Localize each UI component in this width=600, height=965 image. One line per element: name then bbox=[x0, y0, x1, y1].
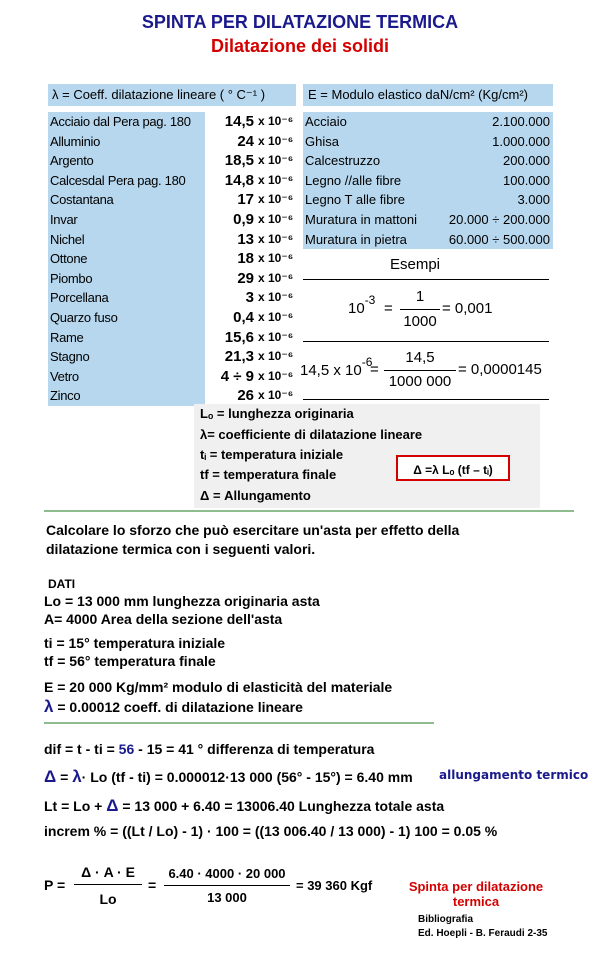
modulus-table-row bbox=[303, 112, 553, 132]
expansion-table-row bbox=[48, 269, 296, 289]
examples-top-rule bbox=[303, 279, 549, 280]
modulus-table-row bbox=[303, 230, 553, 250]
force-numerator-values: 6.40 · 4000 · 20 000 bbox=[168, 866, 286, 881]
coefficient-value: 21,3 bbox=[205, 347, 258, 367]
modulus-value: 1.000.000 bbox=[492, 133, 550, 149]
modulus-value: 60.000 ÷ 500.000 bbox=[448, 231, 550, 247]
coefficient-value: 18 bbox=[205, 249, 258, 269]
modulus-value: 3.000 bbox=[517, 192, 550, 208]
force-result: = 39 360 Kgf bbox=[296, 878, 373, 893]
modulus-value: 2.100.000 bbox=[492, 114, 550, 129]
modulus-table-row bbox=[303, 210, 553, 230]
coefficient-value: 14,8 bbox=[205, 171, 258, 191]
expansion-table-row bbox=[48, 347, 296, 367]
expansion-table-row bbox=[48, 328, 296, 348]
coefficient-multiplier: x 10⁻⁶ bbox=[258, 251, 294, 266]
expansion-table-row bbox=[48, 230, 296, 250]
modulus-table-row bbox=[303, 171, 553, 191]
symbol-legend bbox=[194, 404, 540, 508]
legend-final-temp: tf = temperatura finale bbox=[200, 467, 337, 482]
example1-equals: = bbox=[384, 300, 393, 317]
material-name: Muratura in pietra bbox=[305, 231, 407, 247]
example1-fraction-bar bbox=[400, 309, 440, 310]
modulus-value: 100.000 bbox=[503, 172, 550, 188]
material-name: Argento bbox=[48, 151, 205, 171]
coefficient-value: 4 ÷ 9 bbox=[205, 367, 258, 387]
examples-bottom-rule bbox=[303, 399, 549, 400]
coefficient-multiplier: x 10⁻⁶ bbox=[258, 133, 294, 148]
coefficient-multiplier: x 10⁻⁶ bbox=[258, 347, 296, 367]
material-name: Acciaio dal Pera pag. 180 bbox=[48, 112, 205, 132]
elastic-modulus-table bbox=[303, 84, 553, 249]
force-note: Spinta per dilatazione termica bbox=[408, 879, 544, 909]
expansion-table-row bbox=[48, 308, 296, 328]
data-modulus: E = 20 000 Kg/mm² modulo di elasticità del materiale bbox=[44, 679, 393, 695]
coefficient-multiplier: x 10⁻⁶ bbox=[258, 230, 296, 250]
material-name: Costantana bbox=[48, 190, 205, 210]
material-name: Muratura in mattoni bbox=[305, 211, 417, 227]
example2-denominator: 1000 000 bbox=[388, 373, 452, 390]
material-name: Legno T alle fibre bbox=[305, 192, 405, 208]
modulus-value: 200.000 bbox=[503, 153, 550, 169]
example2-numerator: 14,5 bbox=[405, 349, 435, 366]
material-name: Calcesdal Pera pag. 180 bbox=[48, 171, 205, 191]
coefficient-multiplier: x 10⁻⁶ bbox=[258, 151, 296, 171]
bibliography-title: Bibliografia bbox=[418, 914, 474, 925]
material-name: Piombo bbox=[48, 269, 205, 289]
example1-base: $10^{-3}$ bbox=[348, 293, 376, 317]
material-name: Calcestruzzo bbox=[305, 153, 381, 169]
elongation-note: allungamento termico bbox=[439, 768, 589, 782]
examples-title: Esempi bbox=[390, 256, 441, 273]
modulus-table-row bbox=[303, 132, 553, 152]
data-title: DATI bbox=[48, 577, 76, 591]
coefficient-value: 24 bbox=[205, 132, 258, 152]
force-fraction-bar-1 bbox=[74, 884, 142, 885]
legend-original-length: Lₒ = lunghezza originaria bbox=[200, 406, 354, 421]
material-name: Alluminio bbox=[48, 132, 205, 152]
coefficient-multiplier: x 10⁻⁶ bbox=[258, 112, 296, 132]
example1-numerator: 1 bbox=[415, 288, 425, 305]
material-name: Stagno bbox=[48, 347, 205, 367]
example2-result: = 0,0000145 bbox=[458, 361, 542, 378]
modulus-table-row bbox=[303, 190, 553, 210]
coefficient-multiplier: x 10⁻⁶ bbox=[258, 386, 296, 406]
expansion-table-row bbox=[48, 249, 296, 269]
material-name: Vetro bbox=[48, 367, 205, 387]
percentage-increase: increm % = ((Lt / Lo) - 1) · 100 = ((13 006.40 / 13 000) - 1) 100 = 0.05 % bbox=[44, 823, 498, 839]
page-subtitle: Dilatazione dei solidi bbox=[210, 36, 390, 56]
example2-equals: = bbox=[370, 361, 379, 378]
coefficient-value: 18,5 bbox=[205, 151, 258, 171]
material-name: Invar bbox=[48, 210, 205, 230]
example2-lhs: 14,5 x $10^{-6}$ bbox=[300, 355, 373, 379]
force-denominator-symbolic: Lo bbox=[99, 891, 117, 907]
expansion-table-row bbox=[48, 288, 296, 308]
elongation-calculation: Δ = λ· Lo (tf - ti) = 0.000012·13 000 (56° - 15°) = 6.40 mm bbox=[44, 767, 413, 786]
material-name: Zinco bbox=[48, 386, 205, 406]
data-final-temp: tf = 56° temperatura finale bbox=[44, 653, 216, 669]
legend-initial-temp: tᵢ = temperatura iniziale bbox=[200, 447, 344, 462]
expansion-table-row bbox=[48, 210, 296, 230]
data-initial-temp: ti = 15° temperatura iniziale bbox=[44, 635, 226, 651]
force-equals: = bbox=[148, 877, 157, 893]
coefficient-multiplier: x 10⁻⁶ bbox=[258, 368, 294, 383]
coefficient-value: 13 bbox=[205, 230, 258, 250]
legend-coefficient: λ= coefficiente di dilatazione lineare bbox=[200, 427, 423, 442]
force-fraction-bar-2 bbox=[164, 885, 290, 886]
coefficient-value: 26 bbox=[205, 386, 258, 406]
expansion-table-row bbox=[48, 190, 296, 210]
problem-line-2: dilatazione termica con i seguenti valori. bbox=[46, 541, 316, 557]
problem-line-1: Calcolare lo sforzo che può esercitare un'asta per effetto della bbox=[46, 522, 460, 538]
force-denominator-values: 13 000 bbox=[207, 890, 247, 905]
section-divider bbox=[44, 510, 574, 512]
coefficient-multiplier: x 10⁻⁶ bbox=[258, 172, 294, 187]
coefficient-value: 15,6 bbox=[205, 328, 258, 348]
modulus-table-header: E = Modulo elastico daN/cm² (Kg/cm²) bbox=[303, 84, 553, 106]
expansion-table-row bbox=[48, 151, 296, 171]
example1-denominator: 1000 bbox=[403, 313, 437, 330]
modulus-value: 20.000 ÷ 200.000 bbox=[448, 211, 550, 227]
material-name: Ottone bbox=[48, 249, 205, 269]
expansion-table-header: λ = Coeff. dilatazione lineare ( ° C⁻¹ ) bbox=[48, 84, 296, 106]
data-area: A= 4000 Area della sezione dell'asta bbox=[44, 611, 283, 627]
elongation-formula-box: Δ =λ Lₒ (tf – tᵢ) bbox=[396, 455, 510, 481]
coefficient-multiplier: x 10⁻⁶ bbox=[258, 308, 296, 328]
material-name: Ghisa bbox=[305, 133, 339, 149]
modulus-table-row bbox=[303, 151, 553, 171]
material-name: Legno //alle fibre bbox=[305, 172, 402, 188]
coefficient-value: 0,4 bbox=[205, 308, 258, 328]
expansion-table-row bbox=[48, 132, 296, 152]
coefficient-multiplier: x 10⁻⁶ bbox=[258, 269, 296, 289]
coefficient-multiplier: x 10⁻⁶ bbox=[258, 211, 294, 226]
bibliography-reference: Ed. Hoepli - B. Feraudi 2-35 bbox=[418, 928, 548, 939]
coefficient-value: 17 bbox=[205, 190, 258, 210]
coefficient-multiplier: x 10⁻⁶ bbox=[258, 190, 296, 210]
coefficient-value: 0,9 bbox=[205, 210, 258, 230]
expansion-table-row bbox=[48, 171, 296, 191]
material-name: Quarzo fuso bbox=[48, 308, 205, 328]
coefficient-value: 29 bbox=[205, 269, 258, 289]
temperature-difference: dif = t - ti = 56 - 15 = 41 ° differenza di temperatura bbox=[44, 741, 375, 757]
example1-result: = 0,001 bbox=[442, 300, 493, 317]
material-name: Acciaio bbox=[305, 114, 347, 129]
material-name: Nichel bbox=[48, 230, 205, 250]
coefficient-multiplier: x 10⁻⁶ bbox=[258, 290, 294, 305]
force-numerator-symbolic: Δ · A · E bbox=[81, 864, 135, 880]
data-divider bbox=[44, 722, 434, 724]
expansion-table-row bbox=[48, 367, 296, 387]
expansion-coefficient-table bbox=[48, 84, 296, 406]
data-coefficient: λ = 0.00012 coeff. di dilatazione lineare bbox=[44, 697, 303, 716]
material-name: Porcellana bbox=[48, 288, 205, 308]
force-label: P = bbox=[44, 877, 66, 893]
example2-fraction-bar bbox=[384, 370, 456, 371]
expansion-table-row bbox=[48, 112, 296, 132]
material-name: Rame bbox=[48, 328, 205, 348]
expansion-table-row bbox=[48, 386, 296, 406]
coefficient-multiplier: x 10⁻⁶ bbox=[258, 329, 294, 344]
coefficient-value: 3 bbox=[205, 288, 258, 308]
data-length: Lo = 13 000 mm lunghezza originaria asta bbox=[44, 593, 320, 609]
coefficient-value: 14,5 bbox=[205, 112, 258, 132]
total-length: Lt = Lo + Δ = 13 000 + 6.40 = 13006.40 Lunghezza totale asta bbox=[44, 796, 445, 815]
page-title: SPINTA PER DILATAZIONE TERMICA bbox=[141, 12, 459, 32]
legend-elongation: Δ = Allungamento bbox=[200, 488, 311, 503]
examples-mid-rule bbox=[303, 341, 549, 342]
